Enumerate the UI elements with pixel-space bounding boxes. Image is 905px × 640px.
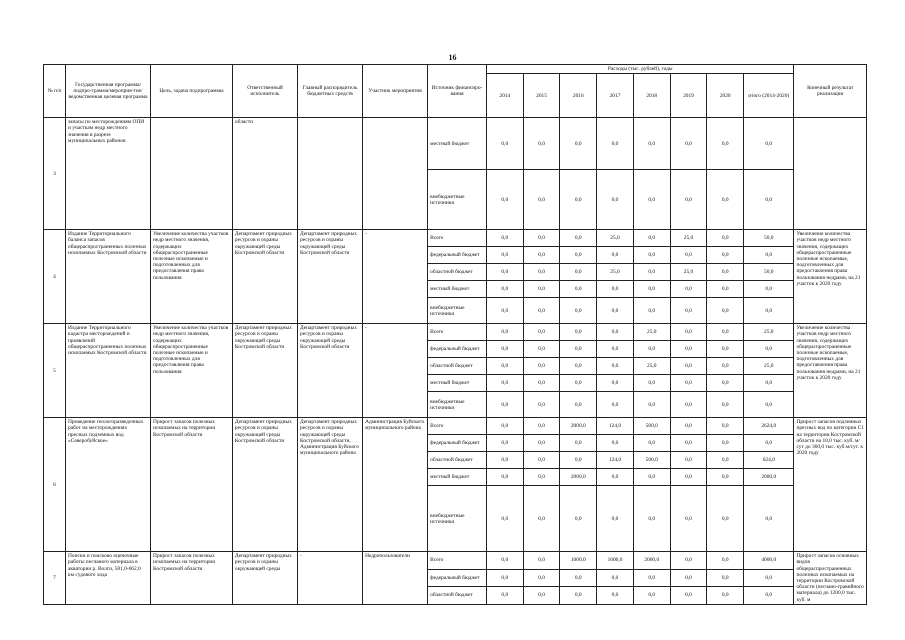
year-value: 0,0 <box>670 569 707 587</box>
year-value: 0,0 <box>670 298 707 324</box>
year-value: 500,0 <box>633 452 670 469</box>
year-value: 0,0 <box>486 118 523 170</box>
total-value: 0,0 <box>744 170 794 230</box>
year-value: 0,0 <box>633 469 670 486</box>
year-value: 0,0 <box>707 281 744 298</box>
year-value: 0,0 <box>486 552 523 570</box>
year-value: 0,0 <box>707 587 744 605</box>
total-value: 0,0 <box>744 587 794 605</box>
participant-cell: - <box>363 324 428 418</box>
year-value: 0,0 <box>707 170 744 230</box>
participant-cell: Недропользователи <box>363 552 428 605</box>
total-value: 4000,0 <box>744 552 794 570</box>
year-value: 0,0 <box>707 324 744 341</box>
year-value: 0,0 <box>670 418 707 435</box>
year-value: 0,0 <box>560 341 597 358</box>
total-value: 0,0 <box>744 247 794 264</box>
year-value: 0,0 <box>560 452 597 469</box>
result-cell: Прирост запасов основных видов общераспространенных полезных ископаемых на территории Костромской области (песчано-гравийного материала) до 1200,0 тыс. куб. м <box>794 552 867 605</box>
year-value: 0,0 <box>560 324 597 341</box>
year-value: 0,0 <box>670 118 707 170</box>
year-value: 25,0 <box>670 230 707 247</box>
year-value: 0,0 <box>633 435 670 452</box>
funding-source: местный бюджет <box>428 375 487 392</box>
table-row <box>44 324 867 341</box>
year-value: 0,0 <box>597 281 634 298</box>
year-value: 2000,0 <box>560 469 597 486</box>
funding-source: федеральный бюджет <box>428 341 487 358</box>
funding-source: внебюджетные источники <box>428 486 487 552</box>
row-number: 5 <box>44 324 66 418</box>
funding-source: областной бюджет <box>428 587 487 605</box>
year-value: 0,0 <box>670 452 707 469</box>
year-value: 0,0 <box>523 452 560 469</box>
table-row <box>44 552 867 570</box>
funding-source: Всего <box>428 552 487 570</box>
year-value: 0,0 <box>633 392 670 418</box>
year-value: 0,0 <box>486 587 523 605</box>
year-value: 0,0 <box>486 418 523 435</box>
year-value: 25,0 <box>633 324 670 341</box>
year-value: 0,0 <box>560 486 597 552</box>
header-goal: Цель, задача подпрограммы <box>151 65 233 118</box>
year-value: 0,0 <box>523 170 560 230</box>
funding-source: областной бюджет <box>428 358 487 375</box>
header-year: 2020 <box>707 74 744 118</box>
goal-cell <box>151 118 233 230</box>
year-value: 0,0 <box>523 486 560 552</box>
year-value: 0,0 <box>707 569 744 587</box>
header-expenses: Расходы (тыс. рублей), годы <box>486 65 794 74</box>
year-value: 0,0 <box>707 435 744 452</box>
row-number: 7 <box>44 552 66 605</box>
result-cell <box>794 118 867 230</box>
participant-cell: Администрация Буйского муниципального района <box>363 418 428 552</box>
header-main-manager: Главный распорядитель бюджетных средств <box>298 65 363 118</box>
year-value: 0,0 <box>597 486 634 552</box>
year-value: 0,0 <box>523 264 560 281</box>
year-value: 0,0 <box>597 569 634 587</box>
total-value: 2000,0 <box>744 469 794 486</box>
year-value: 0,0 <box>670 170 707 230</box>
year-value: 0,0 <box>633 375 670 392</box>
year-value: 0,0 <box>523 587 560 605</box>
year-value: 0,0 <box>597 392 634 418</box>
funding-source: внебюджетные источники <box>428 392 487 418</box>
year-value: 0,0 <box>670 486 707 552</box>
header-year-total: итого (2014-2020) <box>744 74 794 118</box>
year-value: 0,0 <box>560 230 597 247</box>
main-manager-cell: Департамент природных ресурсов и охраны окружающей среды Костромской области <box>298 324 363 418</box>
year-value: 0,0 <box>707 358 744 375</box>
total-value: 0,0 <box>744 486 794 552</box>
table-header <box>44 65 867 118</box>
row-number: 6 <box>44 418 66 552</box>
program-cell: Издание Территориального кадастра месторождений и проявлений общераспространенных полезных ископаемых Костромской области <box>66 324 151 418</box>
total-value: 0,0 <box>744 569 794 587</box>
funding-source: Всего <box>428 324 487 341</box>
total-value: 0,0 <box>744 375 794 392</box>
year-value: 0,0 <box>707 375 744 392</box>
year-value: 25,0 <box>633 358 670 375</box>
year-value: 0,0 <box>707 118 744 170</box>
budget-table <box>43 64 867 605</box>
year-value: 0,0 <box>523 358 560 375</box>
funding-source: областной бюджет <box>428 264 487 281</box>
year-value: 0,0 <box>560 118 597 170</box>
funding-source: местный бюджет <box>428 281 487 298</box>
year-value: 0,0 <box>486 298 523 324</box>
total-value: 25,0 <box>744 358 794 375</box>
funding-source: Всего <box>428 418 487 435</box>
funding-source: внебюджетные источники <box>428 170 487 230</box>
responsible-cell: Департамент природных ресурсов и охраны окружающей среды <box>232 552 297 605</box>
year-value: 0,0 <box>560 298 597 324</box>
year-value: 2000,0 <box>633 552 670 570</box>
table-row <box>44 230 867 247</box>
main-manager-cell: Департамент природных ресурсов и охраны окружающей среды Костромской области, Администрация Буйского муниципального района <box>298 418 363 552</box>
year-value: 0,0 <box>523 418 560 435</box>
year-value: 0,0 <box>560 247 597 264</box>
year-value: 25,0 <box>597 264 634 281</box>
year-value: 0,0 <box>597 587 634 605</box>
goal-cell: Увеличение количества участков недр местного значения, содержащих общераспространенные полезные ископаемые и подготовленных для предоставления права пользования <box>151 324 233 418</box>
year-value: 0,0 <box>597 247 634 264</box>
program-cell: Издание Территориального баланса запасов общераспространенных полезных ископаемых Костромской области <box>66 230 151 324</box>
year-value: 0,0 <box>707 552 744 570</box>
funding-source: Всего <box>428 230 487 247</box>
responsible-cell: Департамент природных ресурсов и охраны окружающей среды Костромской области <box>232 230 297 324</box>
year-value: 0,0 <box>670 469 707 486</box>
year-value: 0,0 <box>707 230 744 247</box>
funding-source: местный бюджет <box>428 469 487 486</box>
year-value: 1000,0 <box>560 552 597 570</box>
year-value: 0,0 <box>707 469 744 486</box>
year-value: 0,0 <box>523 247 560 264</box>
header-program: Государственная программа/подпро-грамма/мероприя-тие/ведомственная целевая программа <box>66 65 151 118</box>
year-value: 0,0 <box>707 298 744 324</box>
year-value: 0,0 <box>670 552 707 570</box>
year-value: 0,0 <box>486 230 523 247</box>
goal-cell: Увеличение количества участков недр местного значения, содержащих общераспространенные полезные ископаемые и подготовленных для предоставления права пользования <box>151 230 233 324</box>
year-value: 0,0 <box>486 435 523 452</box>
year-value: 0,0 <box>633 298 670 324</box>
total-value: 624,0 <box>744 452 794 469</box>
funding-source: федеральный бюджет <box>428 247 487 264</box>
year-value: 0,0 <box>597 170 634 230</box>
year-value: 0,0 <box>633 170 670 230</box>
year-value: 0,0 <box>486 486 523 552</box>
year-value: 0,0 <box>670 375 707 392</box>
total-value: 0,0 <box>744 341 794 358</box>
year-value: 25,0 <box>597 230 634 247</box>
goal-cell: Прирост запасов полезных ископаемых на территории Костромской области <box>151 418 233 552</box>
total-value: 0,0 <box>744 281 794 298</box>
row-number: 4 <box>44 230 66 324</box>
main-manager-cell: - <box>298 552 363 605</box>
year-value: 25,0 <box>670 264 707 281</box>
year-value: 0,0 <box>560 435 597 452</box>
year-value: 0,0 <box>633 486 670 552</box>
responsible-cell: области <box>232 118 297 230</box>
header-year: 2019 <box>670 74 707 118</box>
table-body <box>44 118 867 605</box>
year-value: 0,0 <box>486 264 523 281</box>
year-value: 500,0 <box>633 418 670 435</box>
funding-source: федеральный бюджет <box>428 569 487 587</box>
total-value: 0,0 <box>744 435 794 452</box>
result-cell: Прирост запасов подземных пресных вод по категории С1 на территории Костромской области на 10,0 тыс. куб. м/сут до 360,0 тыс. куб.м/сут. к 2020 году <box>794 418 867 552</box>
program-cell: Поиски и поисково оценочные работы песчаного материала в акватории р. Волги, 581,0-662,0 км судового хода <box>66 552 151 605</box>
header-source: Источник финансиро-вания <box>428 65 487 118</box>
year-value: 0,0 <box>560 587 597 605</box>
year-value: 0,0 <box>560 569 597 587</box>
year-value: 0,0 <box>597 298 634 324</box>
year-value: 0,0 <box>486 170 523 230</box>
program-cell: запасы по месторождениям ОПИ и участкам недр местного значения в разрезе муниципальных районов <box>66 118 151 230</box>
year-value: 0,0 <box>486 341 523 358</box>
year-value: 0,0 <box>670 358 707 375</box>
year-value: 0,0 <box>670 281 707 298</box>
year-value: 0,0 <box>707 247 744 264</box>
year-value: 0,0 <box>560 264 597 281</box>
year-value: 0,0 <box>523 569 560 587</box>
year-value: 0,0 <box>707 392 744 418</box>
participant-cell: - <box>363 230 428 324</box>
year-value: 0,0 <box>633 587 670 605</box>
year-value: 0,0 <box>523 392 560 418</box>
year-value: 124,0 <box>597 418 634 435</box>
year-value: 0,0 <box>670 341 707 358</box>
year-value: 0,0 <box>486 569 523 587</box>
year-value: 0,0 <box>707 341 744 358</box>
year-value: 0,0 <box>670 587 707 605</box>
header-result: Конечный результат реализации <box>794 65 867 118</box>
year-value: 0,0 <box>707 486 744 552</box>
year-value: 2000,0 <box>560 418 597 435</box>
total-value: 50,0 <box>744 264 794 281</box>
year-value: 0,0 <box>486 358 523 375</box>
result-cell: Увеличение количества участков недр местного значения, содержащих общераспространенные полезные ископаемые, подготовленных для предоставления права пользования недрами, на 21 участок к 2020 году <box>794 230 867 324</box>
year-value: 0,0 <box>523 552 560 570</box>
page-number: 16 <box>448 53 457 62</box>
header-year: 2014 <box>486 74 523 118</box>
year-value: 1000,0 <box>597 552 634 570</box>
row-number: 3 <box>44 118 66 230</box>
year-value: 0,0 <box>597 324 634 341</box>
responsible-cell: Департамент природных ресурсов и охраны окружающей среды Костромской области <box>232 324 297 418</box>
year-value: 0,0 <box>670 392 707 418</box>
year-value: 0,0 <box>633 247 670 264</box>
funding-source: федеральный бюджет <box>428 435 487 452</box>
year-value: 0,0 <box>707 452 744 469</box>
year-value: 0,0 <box>633 569 670 587</box>
year-value: 0,0 <box>523 435 560 452</box>
header-responsible: Ответственный исполнитель <box>232 65 297 118</box>
header-year: 2015 <box>523 74 560 118</box>
funding-source: местный бюджет <box>428 118 487 170</box>
year-value: 0,0 <box>670 324 707 341</box>
goal-cell: Прирост запасов полезных ископаемых на территории Костромской области <box>151 552 233 605</box>
year-value: 0,0 <box>523 341 560 358</box>
year-value: 0,0 <box>523 118 560 170</box>
year-value: 0,0 <box>597 469 634 486</box>
header-num: № п/п <box>44 65 66 118</box>
total-value: 50,0 <box>744 230 794 247</box>
total-value: 2624,0 <box>744 418 794 435</box>
header-year: 2018 <box>633 74 670 118</box>
table-row <box>44 418 867 435</box>
year-value: 0,0 <box>486 281 523 298</box>
year-value: 0,0 <box>670 247 707 264</box>
year-value: 0,0 <box>486 324 523 341</box>
total-value: 25,0 <box>744 324 794 341</box>
main-manager-cell <box>298 118 363 230</box>
header-year: 2017 <box>597 74 634 118</box>
year-value: 0,0 <box>560 358 597 375</box>
year-value: 0,0 <box>486 375 523 392</box>
year-value: 0,0 <box>486 452 523 469</box>
responsible-cell: Департамент природных ресурсов и охраны окружающей среды Костромской области <box>232 418 297 552</box>
year-value: 0,0 <box>597 341 634 358</box>
year-value: 0,0 <box>597 358 634 375</box>
year-value: 0,0 <box>633 118 670 170</box>
year-value: 0,0 <box>633 341 670 358</box>
year-value: 0,0 <box>523 281 560 298</box>
year-value: 0,0 <box>633 281 670 298</box>
header-participant: Участник мероприятия <box>363 65 428 118</box>
year-value: 0,0 <box>560 170 597 230</box>
result-cell: Увеличение количества участков недр местного значения, содержащих общераспространенные полезные ископаемые, подготовленных для предоставления права пользования недрами, на 21 участок к 2020 году <box>794 324 867 418</box>
year-value: 0,0 <box>633 230 670 247</box>
year-value: 0,0 <box>707 418 744 435</box>
header-year: 2016 <box>560 74 597 118</box>
funding-source: областной бюджет <box>428 452 487 469</box>
participant-cell <box>363 118 428 230</box>
year-value: 0,0 <box>707 264 744 281</box>
total-value: 0,0 <box>744 118 794 170</box>
total-value: 0,0 <box>744 392 794 418</box>
year-value: 0,0 <box>523 375 560 392</box>
year-value: 0,0 <box>597 435 634 452</box>
year-value: 0,0 <box>523 469 560 486</box>
year-value: 0,0 <box>560 281 597 298</box>
year-value: 0,0 <box>633 264 670 281</box>
year-value: 0,0 <box>560 375 597 392</box>
program-cell: Проведение геологоразведочных работ на месторождениях пресных подземных вод «Северобуйское» <box>66 418 151 552</box>
year-value: 0,0 <box>523 230 560 247</box>
main-manager-cell: Департамент природных ресурсов и охраны окружающей среды Костромской области <box>298 230 363 324</box>
year-value: 124,0 <box>597 452 634 469</box>
year-value: 0,0 <box>560 392 597 418</box>
year-value: 0,0 <box>486 247 523 264</box>
table-row <box>44 118 867 170</box>
total-value: 0,0 <box>744 298 794 324</box>
year-value: 0,0 <box>597 375 634 392</box>
year-value: 0,0 <box>486 469 523 486</box>
funding-source: внебюджетные источники <box>428 298 487 324</box>
year-value: 0,0 <box>523 324 560 341</box>
year-value: 0,0 <box>523 298 560 324</box>
year-value: 0,0 <box>486 392 523 418</box>
year-value: 0,0 <box>670 435 707 452</box>
year-value: 0,0 <box>597 118 634 170</box>
